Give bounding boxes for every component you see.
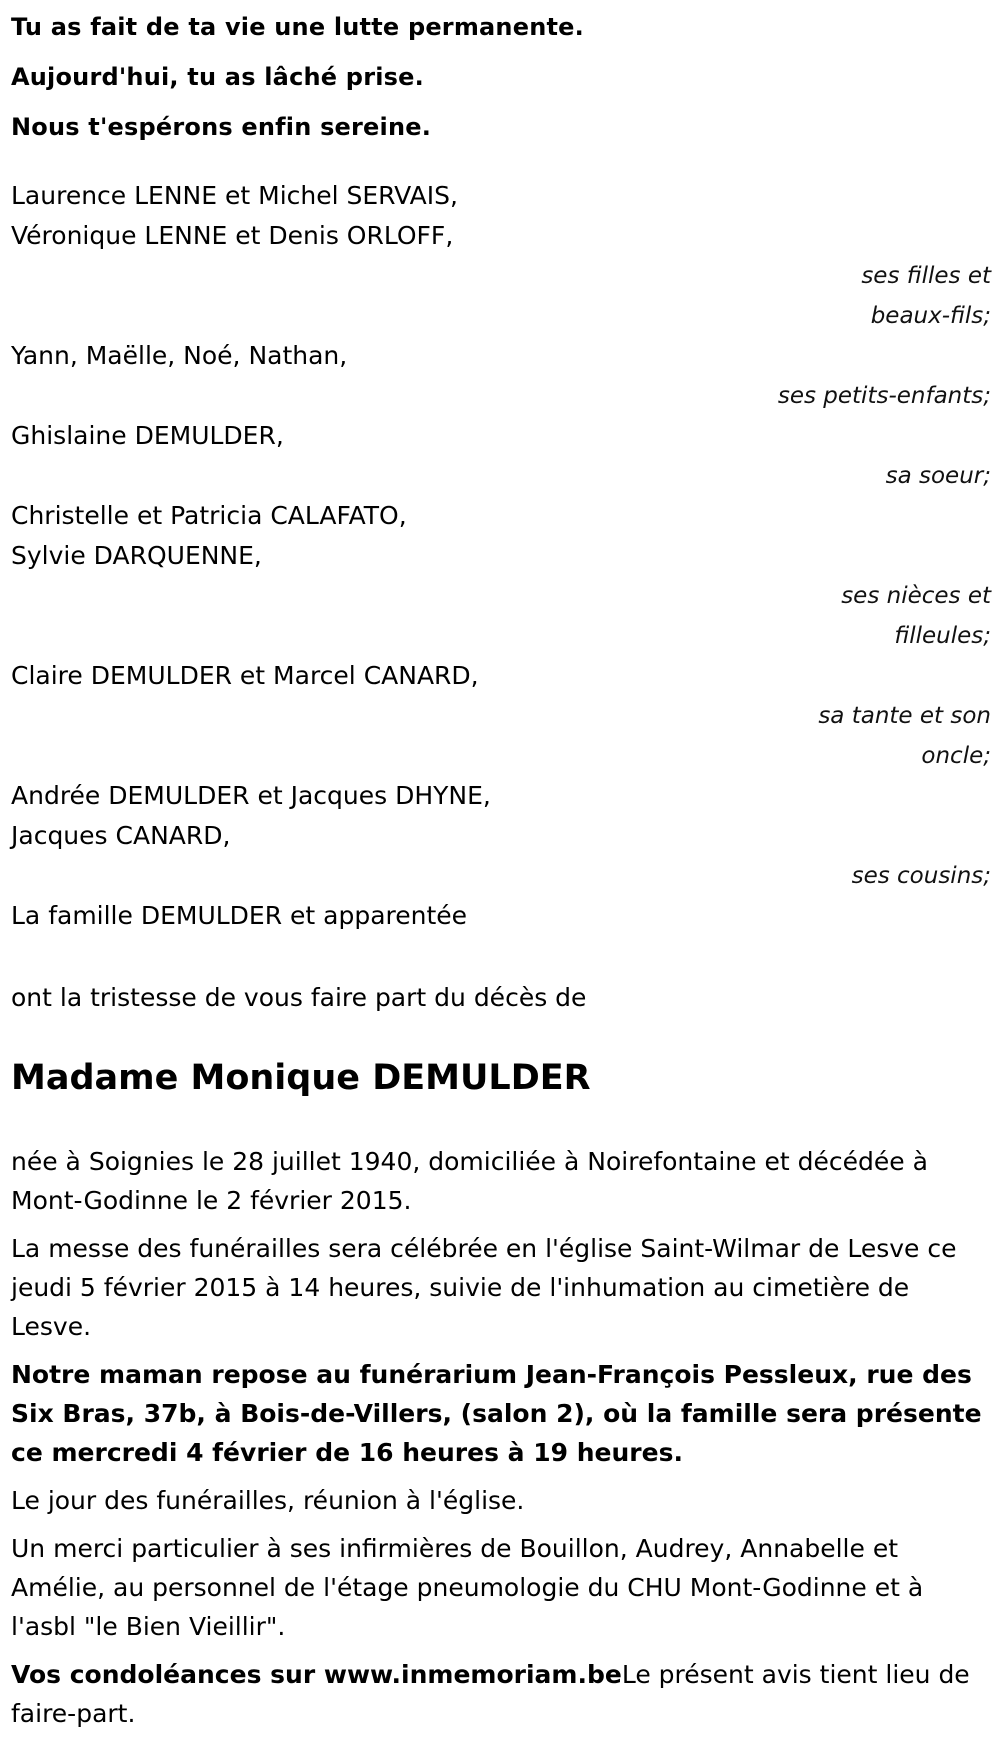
- condolences-rest: Le présent avis tient lieu de faire-part.: [11, 1660, 970, 1728]
- family-name: Sylvie DARQUENNE,: [11, 541, 262, 570]
- family-relation: ses filles et: [861, 263, 991, 289]
- epigraph: [11, 0, 991, 152]
- thanks-paragraph: Un merci particulier à ses infirmières de Bouillon, Audrey, Annabelle et Amélie, au personnel de l'étage pneumologie du CHU Mont-Godinne et à l'asbl "le Bien Vieillir".: [11, 1534, 924, 1641]
- family-name: Ghislaine DEMULDER,: [11, 421, 284, 450]
- family-relation: oncle;: [921, 743, 991, 769]
- family-relation: ses nièces et: [841, 583, 991, 609]
- epigraph-line-3: Nous t'espérons enfin sereine.: [11, 113, 432, 141]
- epigraph-line-1: Tu as fait de ta vie une lutte permanente.: [11, 13, 584, 41]
- family-list: [11, 176, 991, 936]
- family-group: [11, 336, 991, 416]
- family-group: [11, 176, 991, 336]
- family-name: Yann, Maëlle, Noé, Nathan,: [11, 341, 348, 370]
- family-name: Claire DEMULDER et Marcel CANARD,: [11, 661, 479, 690]
- family-name: Laurence LENNE et Michel SERVAIS,: [11, 181, 458, 210]
- family-relation: sa tante et son: [818, 703, 991, 729]
- obituary-body: [11, 1142, 991, 1733]
- family-group: [11, 776, 991, 896]
- family-closing-text: La famille DEMULDER et apparentée: [11, 901, 468, 930]
- epigraph-line-2: Aujourd'hui, tu as lâché prise.: [11, 63, 424, 91]
- announcement: ont la tristesse de vous faire part du décès de: [11, 983, 587, 1012]
- birth-paragraph: née à Soignies le 28 juillet 1940, domiciliée à Noirefontaine et décédée à Mont-Godinne le 2 février 2015.: [11, 1147, 928, 1215]
- family-name: Andrée DEMULDER et Jacques DHYNE,: [11, 781, 491, 810]
- condolences-link-text: Vos condoléances sur www.inmemoriam.be: [11, 1660, 622, 1689]
- family-name: Jacques CANARD,: [11, 821, 231, 850]
- family-relation: sa soeur;: [885, 463, 991, 489]
- reunion-paragraph: Le jour des funérailles, réunion à l'église.: [11, 1486, 525, 1515]
- family-name: Christelle et Patricia CALAFATO,: [11, 501, 407, 530]
- family-closing: [11, 896, 991, 936]
- family-relation: ses petits-enfants;: [777, 383, 991, 409]
- deceased-name: Madame Monique DEMULDER: [11, 1058, 591, 1098]
- family-relation: beaux-fils;: [870, 303, 991, 329]
- funerarium-paragraph: Notre maman repose au funérarium Jean-François Pessleux, rue des Six Bras, 37b, à Bois-de-Villers, (salon 2), où la famille sera présente ce mercredi 4 février de 16 heures à 19 heures.: [11, 1360, 982, 1467]
- condolences-paragraph: [11, 1655, 991, 1733]
- family-group: [11, 656, 991, 776]
- mass-paragraph: La messe des funérailles sera célébrée en l'église Saint-Wilmar de Lesve ce jeudi 5 février 2015 à 14 heures, suivie de l'inhumation au cimetière de Lesve.: [11, 1234, 957, 1341]
- family-relation: ses cousins;: [851, 863, 991, 889]
- family-name: Véronique LENNE et Denis ORLOFF,: [11, 221, 454, 250]
- family-group: [11, 496, 991, 656]
- family-relation: filleules;: [894, 623, 991, 649]
- obituary-page: [11, 0, 991, 1742]
- family-group: [11, 416, 991, 496]
